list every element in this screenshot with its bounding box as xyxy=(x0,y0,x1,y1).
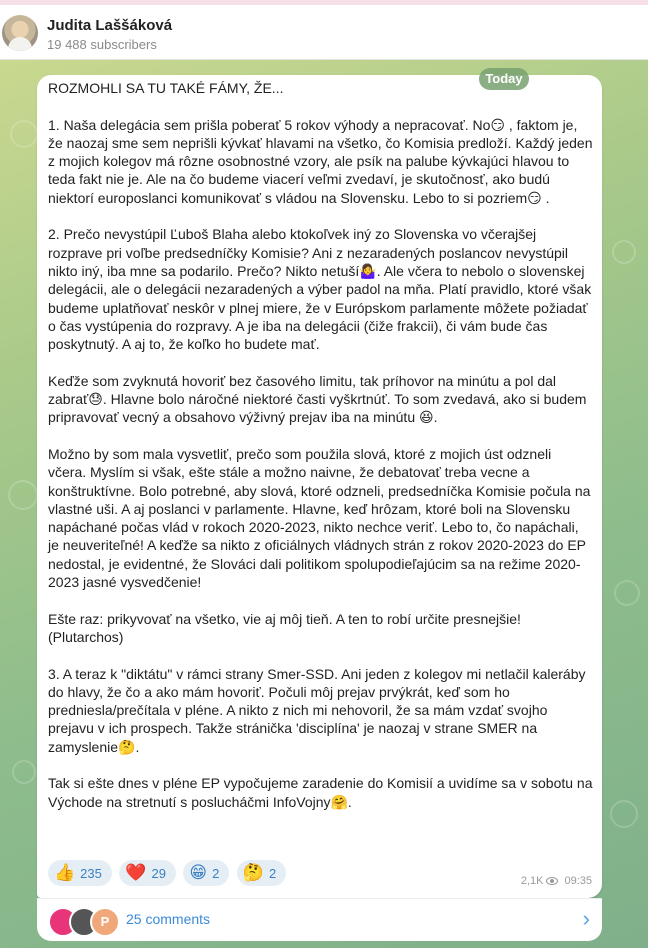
grin-icon: 😁 xyxy=(189,863,208,882)
message-time: 09:35 xyxy=(564,875,592,887)
reaction-count: 235 xyxy=(80,865,102,881)
reaction-thinking[interactable] xyxy=(237,860,286,886)
comments-bar[interactable] xyxy=(37,898,602,941)
reaction-count: 2 xyxy=(269,865,277,881)
subscriber-count: 19 488 subscribers xyxy=(47,37,157,52)
reaction-count: 2 xyxy=(212,865,220,881)
post-text xyxy=(48,79,593,829)
chevron-right-icon[interactable]: › xyxy=(582,906,590,931)
reactions-bar xyxy=(48,860,289,890)
post-paragraph: 3. A teraz k "diktátu" v rámci strany Smer-SSD. Ani jeden z kolegov mi netlačil kaleráby do hlavy, že čo a ako mám hovoriť. Počuli môj prejav prvýkrát, keď som ho predniesla/prečítala v pléne. A nikto z nich mi nehovoril, že sa mám vzdať svojho prejavu v ich prospech. Takže stránička 'disciplína' je naozaj v strane SMER na zamyslenie🤔. xyxy=(48,665,586,755)
channel-avatar[interactable] xyxy=(2,15,38,51)
channel-header[interactable] xyxy=(0,5,648,60)
heart-icon: ❤️ xyxy=(125,863,147,882)
post-paragraph: ROZMOHLI SA TU TAKÉ FÁMY, ŽE... xyxy=(48,80,284,96)
chat-background xyxy=(0,60,648,948)
commenter-avatar: P xyxy=(90,907,120,937)
post-paragraph: Ešte raz: prikyvovať na všetko, vie aj môj tieň. A ten to robí určite presnejšie! (Plutarchos) xyxy=(48,610,521,645)
reaction-count: 29 xyxy=(151,865,166,881)
post-paragraph: 2. Prečo nevystúpil Ľuboš Blaha alebo ktokoľvek iný zo Slovenska vo včerajšej rozprave pri voľbe predsedníčky Komisie? Ani z nezaradených poslancov nevystúpil nikto iný, iba mne sa podarilo. Prečo? Nikto netuší🤷‍♀️. Ale včera to nebolo o slovenskej delegácii, ale o delegácii nezaradených a výber padol na mňa. Platí pravidlo, ktoré však budeme uplatňovať neskôr v plnej miere, že v Európskom parlamente môžete požiadať o čas vystúpenia do rozpravy. A je iba na delegácii (čiže frakcii), či vám bude čas poskytnutý. A aj to, že koľko ho budete mať. xyxy=(48,226,592,353)
thinking-icon: 🤔 xyxy=(242,863,265,882)
reaction-thumbs-up[interactable] xyxy=(48,860,112,886)
date-badge: Today xyxy=(479,68,529,90)
comments-count-link[interactable]: 25 comments xyxy=(126,911,211,927)
message-meta xyxy=(521,875,592,887)
view-count: 2,1K xyxy=(520,875,544,887)
reaction-heart[interactable] xyxy=(119,860,176,886)
post-paragraph: Možno by som mala vysvetliť, prečo som použila slová, ktoré z mojich úst odzneli včera. Myslím si však, ešte stále a možno naivne, že debatovať treba vecne a konštruktívne. Bolo potrebné, aby slová, ktoré odzneli, predsedníčka Komisie počula na vlastné uši. A aj poslanci v parlamente. Hlavne, keď hrôzam, ktoré boli na Slovensku napáchané počas vlád v rokoch 2020-2023, nikto nechce veriť. Lebo to, čo napáchali, je neuveriteľné! A keďže sa nikto z oficiálnych vládnych strán z rokov 2020-2023 do EP nedostal, je evidentné, že Slováci dali politikom spolupodieľajúcim sa na režime 2020-2023 jasné vysvedčenie! xyxy=(48,445,591,591)
post-paragraph: Keďže som zvyknutá hovoriť bez časového limitu, tak príhovor na minútu a pol dal zabrať😓. Hlavne bolo náročné niektoré časti vyškrtnúť. To som zvedavá, ako si budem pripravovať vecný a obsahovo výživný prejav iba na minútu 😆. xyxy=(48,372,587,426)
eye-icon xyxy=(546,877,558,885)
thumbs-up-icon: 👍 xyxy=(54,863,76,882)
reaction-grin[interactable] xyxy=(183,860,229,886)
message-bubble xyxy=(37,75,602,898)
post-paragraph: Tak si ešte dnes v pléne EP vypočujeme zaradenie do Komisií a uvidíme sa v sobotu na Východe na stretnutí s poslucháčmi InfoVojny🤗. xyxy=(48,775,593,810)
post-paragraph: 1. Naša delegácia sem prišla poberať 5 rokov výhody a nepracovať. No😏 , faktom je, že naozaj sme sem neprišli kývkať hlavami na všetko, čo Komisia predloží. Každý jeden z mojich kolegov má rôzne osobnostné vzory, ale psík na palube kývkajúci hlavou to teda fakt nie je. Ale na čo budeme viacerí veľmi zvedaví, je skutočnosť, ako budú niektorí europoslanci komunikovať s vládou na Slovensku. Lebo to si pozriem😏 . xyxy=(48,116,593,206)
channel-name[interactable]: Judita Laššáková xyxy=(47,17,173,34)
